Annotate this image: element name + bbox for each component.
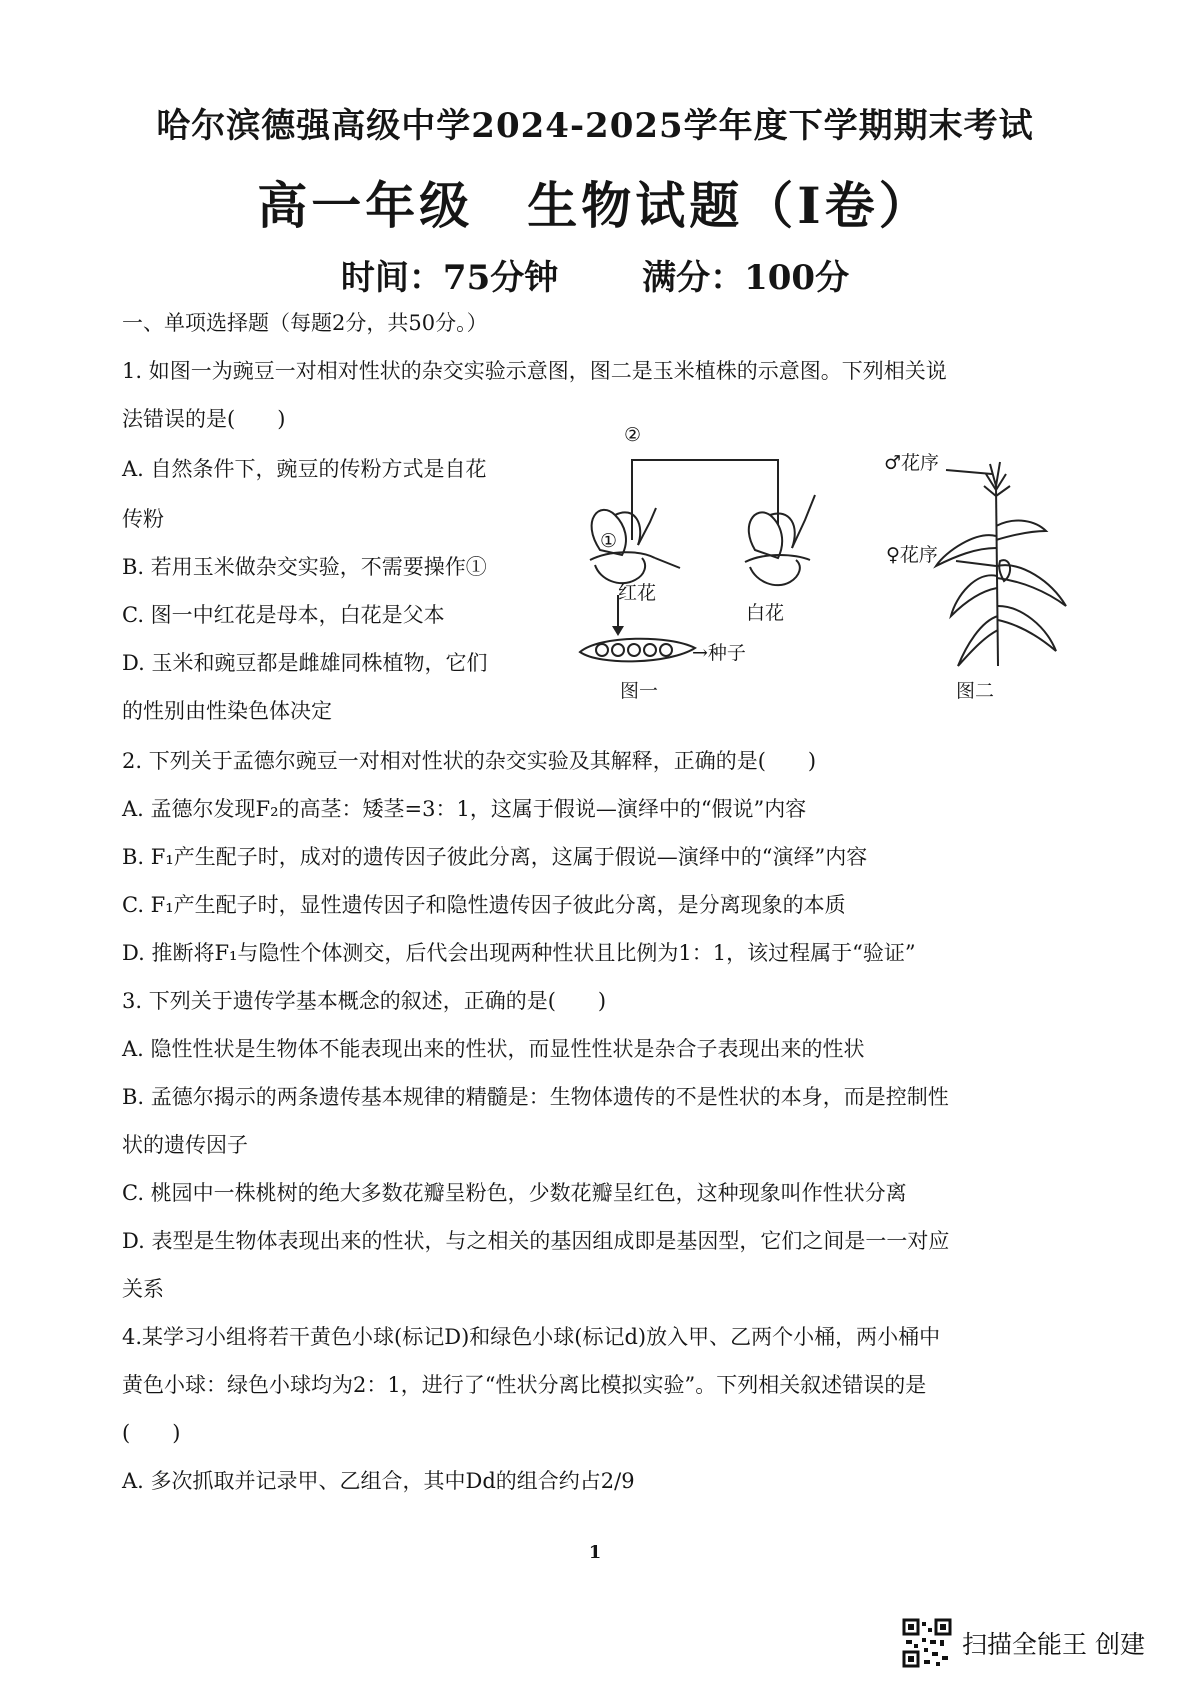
- exam-subject-title: 高一年级 生物试题（I卷）: [257, 176, 933, 235]
- fig1-marker-2: ②: [624, 424, 642, 446]
- q4-stem-line1: 4.某学习小组将若干黄色小球(标记D)和绿色小球(标记d)放入甲、乙两个小桶，两小桶中: [122, 1325, 941, 1349]
- q1-stem-line1: 1. 如图一为豌豆一对相对性状的杂交实验示意图，图二是玉米植株的示意图。下列相关说: [122, 359, 947, 383]
- fig2-female-inflorescence-label: ♀花序: [886, 544, 938, 566]
- q1-option-b: B. 若用玉米做杂交实验，不需要操作①: [122, 555, 487, 579]
- page-number: 1: [588, 1542, 602, 1563]
- q2-option-b: B. F₁产生配子时，成对的遗传因子彼此分离，这属于假说—演绎中的“演绎”内容: [122, 845, 868, 869]
- q4-option-a: A. 多次抓取并记录甲、乙组合，其中Dd的组合约占2/9: [122, 1469, 635, 1493]
- figure-one-pea-cross: [560, 424, 850, 702]
- q2-option-c: C. F₁产生配子时，显性遗传因子和隐性遗传因子彼此分离，是分离现象的本质: [122, 893, 846, 917]
- q3-option-c: C. 桃园中一株桃树的绝大多数花瓣呈粉色，少数花瓣呈红色，这种现象叫作性状分离: [122, 1181, 907, 1205]
- q3-option-d-line1: D. 表型是生物体表现出来的性状，与之相关的基因组成即是基因型，它们之间是一一对应: [122, 1229, 950, 1253]
- fig1-red-flower-label: 红花: [618, 582, 657, 604]
- qr-code-icon: [902, 1618, 952, 1668]
- q4-stem-line2: 黄色小球：绿色小球均为2：1，进行了“性状分离比模拟实验”。下列相关叙述错误的是: [122, 1373, 927, 1397]
- scanner-credit: 扫描全能王 创建: [962, 1630, 1145, 1659]
- corn-plant-drawing: [896, 456, 1106, 706]
- q2-option-d: D. 推断将F₁与隐性个体测交，后代会出现两种性状且比例为1：1，该过程属于“验证”: [122, 941, 916, 965]
- school-exam-title: 哈尔滨德强高级中学2024-2025学年度下学期期末考试: [156, 106, 1034, 146]
- fig1-seed-label: →种子: [692, 642, 746, 664]
- fig1-marker-1: ①: [600, 530, 618, 552]
- q3-option-a: A. 隐性性状是生物体不能表现出来的性状，而显性性状是杂合子表现出来的性状: [122, 1037, 865, 1061]
- q3-option-d-line2: 关系: [122, 1277, 164, 1301]
- q1-option-a-line1: A. 自然条件下，豌豆的传粉方式是自花: [122, 457, 487, 481]
- fig1-caption: 图一: [620, 680, 659, 702]
- q3-stem: 3. 下列关于遗传学基本概念的叙述，正确的是( ): [122, 989, 607, 1013]
- section-heading: 一、单项选择题（每题2分，共50分。）: [122, 311, 488, 335]
- fig2-caption: 图二: [956, 680, 995, 702]
- q1-option-a-line2: 传粉: [122, 507, 164, 531]
- q1-option-d-line2: 的性别由性染色体决定: [122, 699, 332, 723]
- q1-option-d-line1: D. 玉米和豌豆都是雌雄同株植物，它们: [122, 651, 488, 675]
- q4-stem-line3: ( ): [122, 1421, 181, 1445]
- q1-stem-line2: 法错误的是( ): [122, 407, 286, 431]
- q1-option-c: C. 图一中红花是母本，白花是父本: [122, 603, 445, 627]
- exam-time: 时间：75分钟: [340, 258, 559, 298]
- q3-option-b-line2: 状的遗传因子: [122, 1133, 248, 1157]
- white-flower-drawing: [745, 495, 815, 585]
- exam-full-score: 满分：100分: [642, 258, 850, 298]
- q2-stem: 2. 下列关于孟德尔豌豆一对相对性状的杂交实验及其解释，正确的是( ): [122, 749, 817, 773]
- q2-option-a: A. 孟德尔发现F₂的高茎：矮茎=3：1，这属于假说—演绎中的“假说”内容: [122, 797, 807, 821]
- pea-pod-drawing: [580, 639, 695, 662]
- q3-option-b-line1: B. 孟德尔揭示的两条遗传基本规律的精髓是：生物体遗传的不是性状的本身，而是控制性: [122, 1085, 949, 1109]
- fig2-male-inflorescence-label: ♂花序: [884, 452, 940, 474]
- scanner-watermark: [902, 1618, 1145, 1668]
- exam-info: [0, 250, 1190, 299]
- figure-two-corn-plant: [884, 452, 1106, 706]
- fig1-white-flower-label: 白花: [746, 602, 785, 624]
